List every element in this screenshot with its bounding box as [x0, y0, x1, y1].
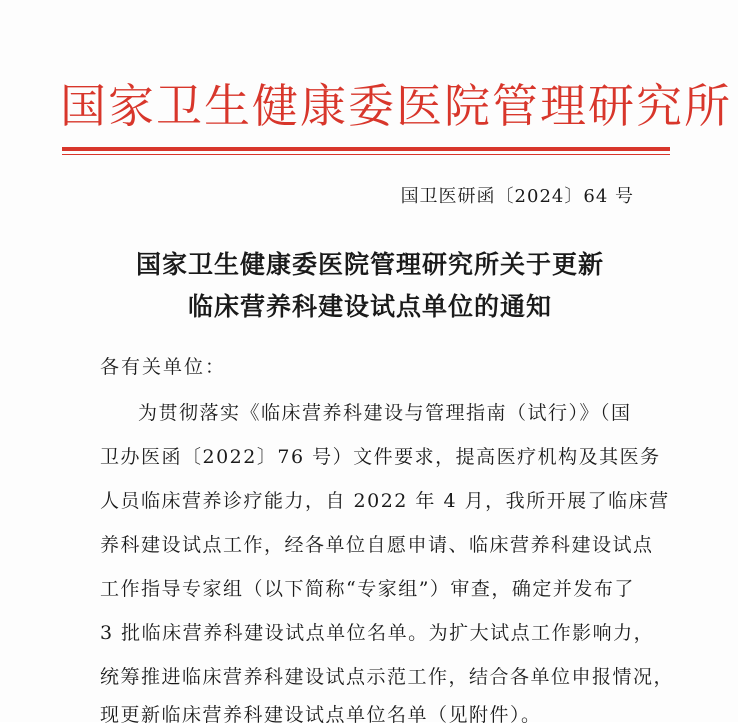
body-line: 统筹推进临床营养科建设试点示范工作，结合各单位申报情况，	[100, 666, 675, 688]
body-line: 工作指导专家组（以下简称“专家组”）审查，确定并发布了	[100, 578, 635, 600]
body-line: 现更新临床营养科建设试点单位名单（见附件）。	[100, 704, 542, 726]
document-number: 国卫医研函〔2024〕64 号	[400, 186, 634, 207]
body-line: 养科建设试点工作，经各单位自愿申请、临床营养科建设试点	[100, 534, 654, 556]
document-title-line-2: 临床营养科建设试点单位的通知	[187, 292, 552, 321]
body-line: 卫办医函〔2022〕76 号）文件要求，提高医疗机构及其医务	[100, 446, 661, 468]
body-line: 为贯彻落实《临床营养科建设与管理指南（试行）》（国	[138, 402, 632, 424]
header-red-rule	[62, 147, 670, 151]
salutation: 各有关单位：	[100, 356, 227, 378]
header-red-rule-thin	[62, 154, 670, 155]
org-header-title: 国家卫生健康委医院管理研究所	[60, 79, 732, 133]
document-title-line-1: 国家卫生健康委医院管理研究所关于更新	[135, 250, 604, 279]
body-line: 人员临床营养诊疗能力，自 2022 年 4 月，我所开展了临床营	[100, 490, 670, 512]
body-line: 3 批临床营养科建设试点单位名单。为扩大试点工作影响力，	[100, 622, 655, 644]
